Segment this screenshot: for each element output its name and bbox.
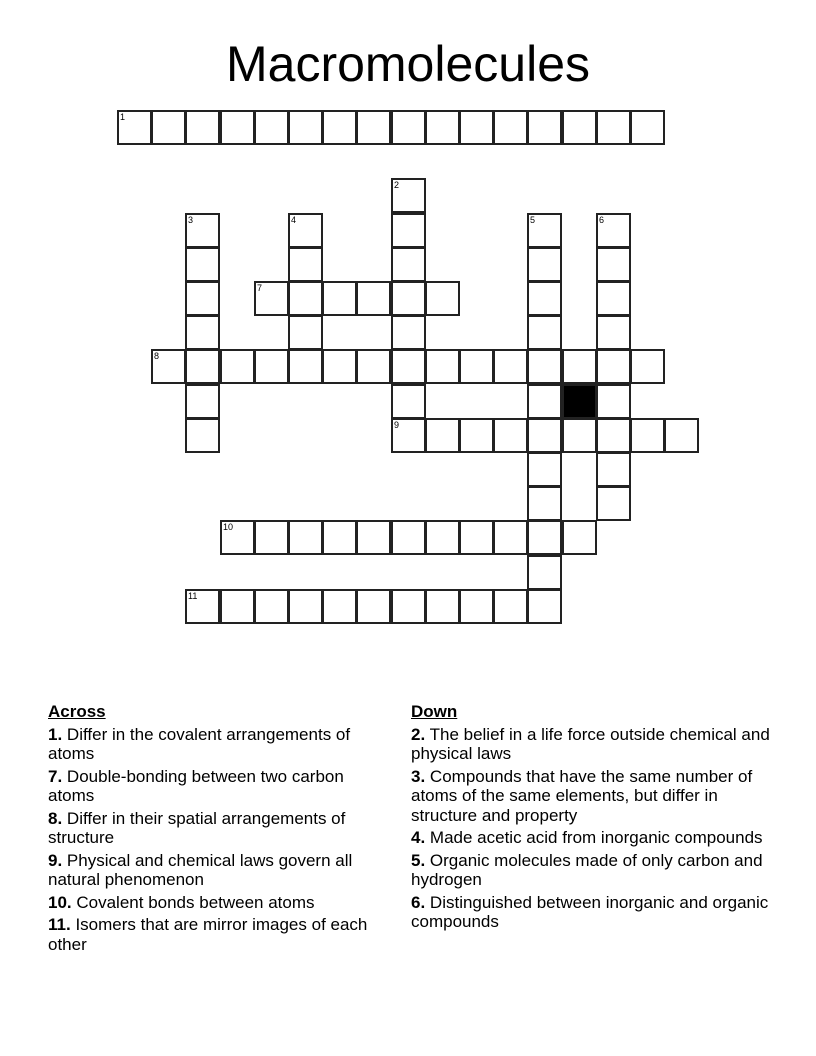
grid-cell[interactable] <box>322 281 357 316</box>
grid-cell[interactable] <box>527 247 562 282</box>
grid-cell[interactable] <box>254 281 289 316</box>
grid-cell[interactable] <box>185 281 220 316</box>
grid-cell[interactable] <box>664 418 699 453</box>
grid-cell[interactable] <box>356 110 391 145</box>
grid-cell[interactable] <box>630 349 665 384</box>
grid-cell[interactable] <box>527 418 562 453</box>
grid-cell[interactable] <box>596 349 631 384</box>
clue-text: Physical and chemical laws govern all natural phenomenon <box>48 850 353 889</box>
clue-text: Organic molecules made of only carbon and hydrogen <box>411 850 763 889</box>
grid-cell[interactable] <box>220 520 255 555</box>
grid-cell[interactable] <box>391 247 426 282</box>
clue-across <box>48 893 393 913</box>
grid-cell[interactable] <box>151 110 186 145</box>
grid-cell[interactable] <box>425 349 460 384</box>
clue-text: Made acetic acid from inorganic compounds <box>429 828 763 847</box>
grid-cell[interactable] <box>220 349 255 384</box>
clue-across <box>48 851 393 890</box>
grid-cell[interactable] <box>254 520 289 555</box>
grid-cell[interactable] <box>596 384 631 419</box>
grid-cell[interactable] <box>254 110 289 145</box>
grid-cell[interactable] <box>459 349 494 384</box>
grid-cell[interactable] <box>630 418 665 453</box>
grid-cell[interactable] <box>527 589 562 624</box>
grid-cell[interactable] <box>185 349 220 384</box>
page-title: Macromolecules <box>225 36 590 92</box>
grid-cell[interactable] <box>527 486 562 521</box>
grid-cell[interactable] <box>185 110 220 145</box>
grid-cell[interactable] <box>596 281 631 316</box>
grid-cell[interactable] <box>391 315 426 350</box>
grid-cell[interactable] <box>527 349 562 384</box>
grid-cell[interactable] <box>220 110 255 145</box>
grid-cell[interactable] <box>459 418 494 453</box>
grid-cell[interactable] <box>185 247 220 282</box>
clue-number: 8. <box>48 808 63 828</box>
clue-text: Double-bonding between two carbon atoms <box>48 766 344 805</box>
grid-cell[interactable] <box>322 349 357 384</box>
grid-cell[interactable] <box>562 349 597 384</box>
grid-cell[interactable] <box>527 520 562 555</box>
grid-cell[interactable] <box>391 110 426 145</box>
grid-cell[interactable] <box>596 213 631 248</box>
grid-cell[interactable] <box>425 589 460 624</box>
grid-cell[interactable] <box>391 520 426 555</box>
clue-down <box>411 851 771 890</box>
cell-number: 10 <box>223 522 234 532</box>
clue-down <box>411 725 771 764</box>
clue-across <box>48 915 393 954</box>
grid-cell[interactable] <box>356 349 391 384</box>
across-clues <box>48 702 393 957</box>
grid-cell[interactable] <box>356 520 391 555</box>
grid-cell[interactable] <box>493 418 528 453</box>
clue-text: Differ in their spatial arrangements of structure <box>48 808 346 847</box>
grid-cell[interactable] <box>288 110 323 145</box>
cell-number: 5 <box>530 215 536 225</box>
clue-number: 9. <box>48 850 63 870</box>
grid-cell[interactable] <box>391 213 426 248</box>
grid-cell[interactable] <box>391 418 426 453</box>
grid-cell[interactable] <box>527 213 562 248</box>
grid-cell[interactable] <box>288 349 323 384</box>
clue-down <box>411 893 771 932</box>
grid-cell[interactable] <box>391 281 426 316</box>
grid-cell[interactable] <box>425 281 460 316</box>
across-heading: Across <box>48 702 106 721</box>
grid-cell[interactable] <box>596 486 631 521</box>
grid-cell[interactable] <box>254 589 289 624</box>
clue-number: 1. <box>48 724 63 744</box>
grid-cell[interactable] <box>391 178 426 213</box>
cell-number: 4 <box>291 215 297 225</box>
grid-cell[interactable] <box>425 418 460 453</box>
grid-cell[interactable] <box>527 384 562 419</box>
grid-cell[interactable] <box>288 213 323 248</box>
grid-cell[interactable] <box>288 520 323 555</box>
clue-number: 6. <box>411 892 426 912</box>
cell-number: 9 <box>394 420 400 430</box>
down-heading: Down <box>411 702 458 721</box>
black-square <box>562 384 597 419</box>
grid-cell[interactable] <box>288 315 323 350</box>
grid-cell[interactable] <box>459 110 494 145</box>
clue-across <box>48 725 393 764</box>
clue-number: 10. <box>48 892 72 912</box>
grid-cell[interactable] <box>425 110 460 145</box>
grid-cell[interactable] <box>220 589 255 624</box>
grid-cell[interactable] <box>151 349 186 384</box>
grid-cell[interactable] <box>630 110 665 145</box>
clue-down <box>411 828 771 848</box>
cell-number: 8 <box>154 351 160 361</box>
cell-number: 1 <box>120 112 126 122</box>
clue-text: Isomers that are mirror images of each other <box>48 915 368 954</box>
grid-cell[interactable] <box>288 281 323 316</box>
grid-cell[interactable] <box>562 418 597 453</box>
cell-number: 7 <box>257 283 263 293</box>
clue-text: Covalent bonds between atoms <box>76 892 315 912</box>
grid-cell[interactable] <box>254 349 289 384</box>
clue-across <box>48 809 393 848</box>
grid-cell[interactable] <box>322 520 357 555</box>
grid-cell[interactable] <box>356 281 391 316</box>
grid-cell[interactable] <box>527 281 562 316</box>
grid-cell[interactable] <box>185 315 220 350</box>
grid-cell[interactable] <box>356 589 391 624</box>
cell-number: 11 <box>188 591 198 601</box>
clue-number: 3. <box>411 766 426 786</box>
grid-cell[interactable] <box>527 110 562 145</box>
grid-cell[interactable] <box>596 452 631 487</box>
grid-cell[interactable] <box>493 349 528 384</box>
grid-cell[interactable] <box>493 520 528 555</box>
clue-across <box>48 767 393 806</box>
grid-cell[interactable] <box>459 589 494 624</box>
grid-cell[interactable] <box>527 452 562 487</box>
clue-number: 11. <box>48 915 71 934</box>
grid-cell[interactable] <box>596 247 631 282</box>
clue-number: 4. <box>411 828 426 847</box>
grid-cell[interactable] <box>596 315 631 350</box>
grid-cell[interactable] <box>322 110 357 145</box>
down-clues <box>411 702 771 935</box>
grid-cell[interactable] <box>391 589 426 624</box>
grid-cell[interactable] <box>493 589 528 624</box>
clue-number: 5. <box>411 850 426 870</box>
clue-number: 7. <box>48 766 63 786</box>
grid-cell[interactable] <box>596 110 631 145</box>
grid-cell[interactable] <box>493 110 528 145</box>
grid-cell[interactable] <box>391 384 426 419</box>
clue-text: The belief in a life force outside chemical and physical laws <box>411 724 770 763</box>
grid-cell[interactable] <box>527 315 562 350</box>
grid-cell[interactable] <box>288 589 323 624</box>
grid-cell[interactable] <box>117 110 152 145</box>
grid-cell[interactable] <box>322 589 357 624</box>
clue-down <box>411 767 771 826</box>
grid-cell[interactable] <box>596 418 631 453</box>
grid-cell[interactable] <box>391 349 426 384</box>
clue-text: Distinguished between inorganic and organic compounds <box>411 892 769 931</box>
cell-number: 2 <box>394 180 400 190</box>
grid-cell[interactable] <box>185 589 220 624</box>
grid-cell[interactable] <box>185 213 220 248</box>
grid-cell[interactable] <box>527 555 562 590</box>
grid-cell[interactable] <box>185 384 220 419</box>
grid-cell[interactable] <box>425 520 460 555</box>
grid-cell[interactable] <box>288 247 323 282</box>
grid-cell[interactable] <box>185 418 220 453</box>
clue-number: 2. <box>411 724 426 744</box>
grid-cell[interactable] <box>459 520 494 555</box>
cell-number: 6 <box>599 215 605 225</box>
clue-text: Compounds that have the same number of atoms of the same elements, but differ in structure and property <box>411 766 753 825</box>
grid-cell[interactable] <box>562 110 597 145</box>
grid-cell[interactable] <box>562 520 597 555</box>
cell-number: 3 <box>188 215 194 225</box>
clue-text: Differ in the covalent arrangements of atoms <box>48 724 351 763</box>
